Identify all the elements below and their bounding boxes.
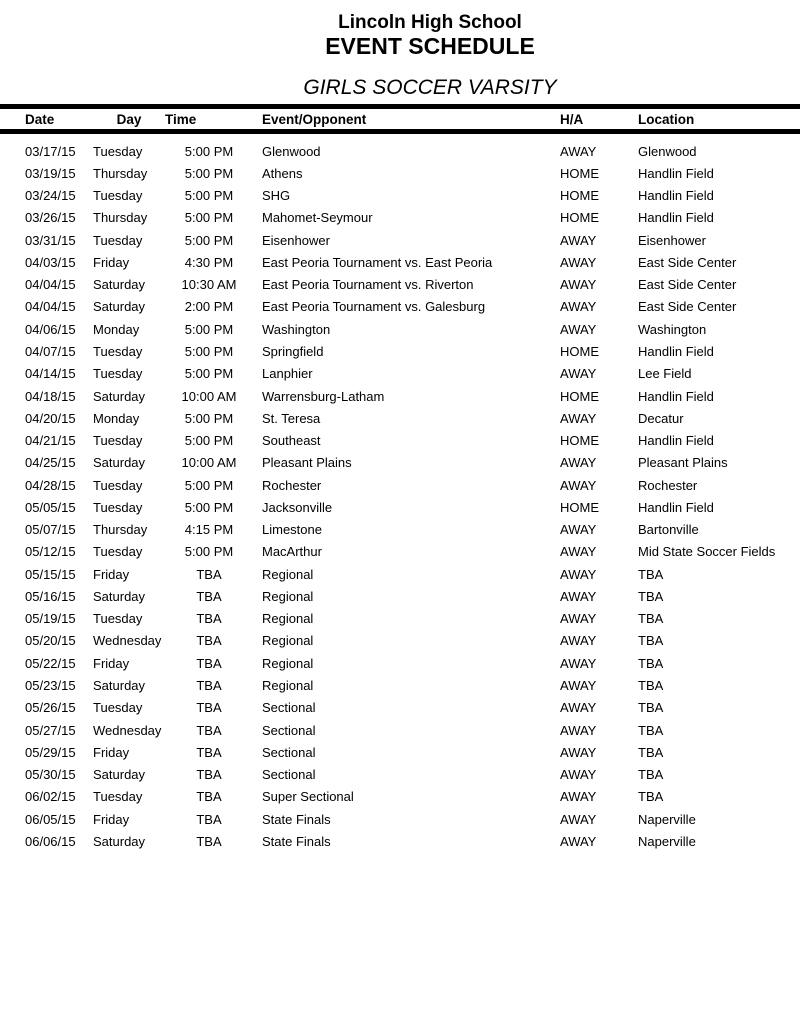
cell-event: Limestone	[262, 522, 322, 538]
schedule-table-body	[0, 140, 800, 853]
cell-time: TBA	[196, 833, 222, 849]
cell-ha: AWAY	[560, 232, 597, 248]
cell-event: Athens	[262, 165, 303, 181]
cell-day: Saturday	[93, 388, 146, 404]
table-row	[0, 140, 800, 162]
cell-location: Naperville	[638, 833, 696, 849]
cell-ha: AWAY	[560, 633, 597, 649]
table-row	[0, 652, 800, 674]
cell-event: Regional	[262, 566, 314, 582]
cell-event: East Peoria Tournament vs. Galesburg	[262, 299, 486, 315]
cell-date: 05/12/15	[25, 544, 76, 560]
table-row	[0, 185, 800, 207]
table-row	[0, 385, 800, 407]
column-header-event-opponent: Event/Opponent	[262, 111, 367, 127]
cell-time: 10:00 AM	[181, 388, 237, 404]
column-header-location: Location	[638, 111, 695, 127]
cell-time: 5:00 PM	[184, 143, 234, 159]
cell-time: 5:00 PM	[184, 321, 234, 337]
cell-event: East Peoria Tournament vs. Riverton	[262, 277, 474, 293]
cell-event: Sectional	[262, 767, 316, 783]
cell-day: Friday	[93, 655, 130, 671]
cell-event: Washington	[262, 321, 331, 337]
column-header-day: Day	[116, 111, 142, 127]
cell-date: 05/20/15	[25, 633, 76, 649]
cell-day: Tuesday	[93, 499, 143, 515]
cell-day: Thursday	[93, 165, 148, 181]
cell-time: 5:00 PM	[184, 344, 234, 360]
cell-event: Super Sectional	[262, 789, 354, 805]
table-row	[0, 229, 800, 251]
cell-date: 05/30/15	[25, 767, 76, 783]
table-row	[0, 519, 800, 541]
cell-ha: AWAY	[560, 588, 597, 604]
cell-event: Rochester	[262, 477, 322, 493]
cell-time: 4:15 PM	[184, 522, 234, 538]
cell-event: Sectional	[262, 700, 316, 716]
page-title: EVENT SCHEDULE	[325, 33, 535, 59]
cell-time: 5:00 PM	[184, 544, 234, 560]
cell-ha: AWAY	[560, 410, 597, 426]
table-row	[0, 630, 800, 652]
cell-ha: AWAY	[560, 299, 597, 315]
cell-date: 06/02/15	[25, 789, 76, 805]
cell-time: 5:00 PM	[184, 165, 234, 181]
cell-location: TBA	[638, 700, 664, 716]
cell-day: Tuesday	[93, 366, 143, 382]
cell-event: Eisenhower	[262, 232, 330, 248]
table-row	[0, 474, 800, 496]
cell-day: Tuesday	[93, 188, 143, 204]
cell-time: 10:30 AM	[181, 277, 237, 293]
cell-day: Tuesday	[93, 789, 143, 805]
header-rule-bottom	[0, 129, 800, 134]
cell-event: Glenwood	[262, 143, 321, 159]
cell-date: 05/26/15	[25, 700, 76, 716]
cell-location: Handlin Field	[638, 165, 714, 181]
cell-time: 10:00 AM	[181, 455, 237, 471]
cell-time: TBA	[196, 566, 222, 582]
cell-ha: AWAY	[560, 655, 597, 671]
cell-location: Decatur	[638, 410, 684, 426]
cell-date: 04/07/15	[25, 344, 76, 360]
cell-location: East Side Center	[638, 277, 737, 293]
cell-location: Pleasant Plains	[638, 455, 728, 471]
cell-event: Lanphier	[262, 366, 313, 382]
cell-location: Handlin Field	[638, 499, 714, 515]
cell-event: Regional	[262, 633, 314, 649]
cell-day: Saturday	[93, 277, 146, 293]
cell-date: 05/22/15	[25, 655, 76, 671]
cell-date: 05/29/15	[25, 744, 76, 760]
cell-time: 5:00 PM	[184, 477, 234, 493]
cell-date: 03/24/15	[25, 188, 76, 204]
cell-event: Southeast	[262, 433, 321, 449]
table-row	[0, 563, 800, 585]
cell-day: Saturday	[93, 767, 146, 783]
cell-time: TBA	[196, 744, 222, 760]
cell-time: 5:00 PM	[184, 232, 234, 248]
cell-event: Warrensburg-Latham	[262, 388, 385, 404]
table-row	[0, 452, 800, 474]
cell-day: Monday	[93, 410, 140, 426]
cell-location: TBA	[638, 767, 664, 783]
cell-date: 03/17/15	[25, 143, 76, 159]
cell-location: TBA	[638, 678, 664, 693]
cell-day: Friday	[93, 811, 130, 827]
cell-ha: AWAY	[560, 611, 597, 627]
cell-date: 05/27/15	[25, 722, 76, 738]
cell-date: 04/06/15	[25, 321, 76, 337]
cell-ha: AWAY	[560, 767, 597, 783]
cell-date: 06/06/15	[25, 833, 76, 849]
cell-date: 04/25/15	[25, 455, 76, 471]
cell-location: Washington	[638, 321, 707, 337]
cell-date: 04/03/15	[25, 254, 76, 270]
cell-date: 05/05/15	[25, 499, 76, 515]
table-row	[0, 340, 800, 362]
cell-location: TBA	[638, 655, 664, 671]
cell-day: Thursday	[93, 210, 148, 226]
cell-location: TBA	[638, 789, 664, 805]
cell-ha: AWAY	[560, 455, 597, 471]
cell-day: Tuesday	[93, 477, 143, 493]
cell-date: 04/14/15	[25, 366, 76, 382]
table-row	[0, 608, 800, 630]
table-row	[0, 808, 800, 830]
table-row	[0, 363, 800, 385]
cell-date: 05/23/15	[25, 678, 76, 693]
cell-date: 06/05/15	[25, 811, 76, 827]
cell-location: Mid State Soccer Fields	[638, 544, 776, 560]
cell-location: Bartonville	[638, 522, 699, 538]
cell-date: 05/07/15	[25, 522, 76, 538]
cell-day: Friday	[93, 254, 130, 270]
cell-event: State Finals	[262, 811, 331, 827]
cell-date: 05/16/15	[25, 588, 76, 604]
cell-event: MacArthur	[262, 544, 322, 560]
cell-ha: HOME	[560, 165, 599, 181]
cell-location: Handlin Field	[638, 210, 714, 226]
table-row	[0, 830, 800, 852]
cell-date: 04/04/15	[25, 299, 76, 315]
cell-day: Friday	[93, 566, 130, 582]
cell-event: Sectional	[262, 722, 316, 738]
cell-location: Rochester	[638, 477, 698, 493]
cell-ha: AWAY	[560, 143, 597, 159]
table-row	[0, 274, 800, 296]
cell-ha: AWAY	[560, 254, 597, 270]
cell-time: TBA	[196, 678, 222, 693]
table-row	[0, 541, 800, 563]
team-subtitle: GIRLS SOCCER VARSITY	[303, 76, 557, 99]
cell-event: Regional	[262, 678, 314, 693]
cell-event: Pleasant Plains	[262, 455, 352, 471]
cell-day: Tuesday	[93, 344, 143, 360]
cell-day: Saturday	[93, 833, 146, 849]
table-row	[0, 296, 800, 318]
cell-ha: AWAY	[560, 789, 597, 805]
title-block	[0, 11, 800, 100]
cell-day: Tuesday	[93, 232, 143, 248]
cell-day: Tuesday	[93, 544, 143, 560]
table-row	[0, 763, 800, 785]
cell-event: Springfield	[262, 344, 324, 360]
cell-event: Regional	[262, 588, 314, 604]
cell-ha: AWAY	[560, 522, 597, 538]
table-row	[0, 496, 800, 518]
cell-event: SHG	[262, 188, 291, 204]
cell-date: 03/31/15	[25, 232, 76, 248]
cell-ha: AWAY	[560, 544, 597, 560]
cell-event: Sectional	[262, 744, 316, 760]
cell-time: 2:00 PM	[184, 299, 234, 315]
cell-time: 5:00 PM	[184, 499, 234, 515]
cell-ha: AWAY	[560, 566, 597, 582]
table-row	[0, 207, 800, 229]
cell-event: State Finals	[262, 833, 331, 849]
cell-location: Eisenhower	[638, 232, 706, 248]
cell-ha: AWAY	[560, 366, 597, 382]
cell-location: Handlin Field	[638, 388, 714, 404]
cell-time: TBA	[196, 811, 222, 827]
cell-time: 5:00 PM	[184, 210, 234, 226]
cell-ha: HOME	[560, 344, 599, 360]
cell-time: 5:00 PM	[184, 188, 234, 204]
cell-location: TBA	[638, 588, 664, 604]
cell-ha: AWAY	[560, 477, 597, 493]
cell-day: Wednesday	[93, 633, 162, 649]
cell-day: Saturday	[93, 678, 146, 693]
column-header-time: Time	[165, 111, 197, 127]
cell-event: East Peoria Tournament vs. East Peoria	[262, 254, 493, 270]
cell-day: Saturday	[93, 299, 146, 315]
cell-ha: HOME	[560, 388, 599, 404]
cell-ha: HOME	[560, 210, 599, 226]
cell-day: Wednesday	[93, 722, 162, 738]
cell-location: TBA	[638, 566, 664, 582]
cell-date: 05/15/15	[25, 566, 76, 582]
cell-location: TBA	[638, 744, 664, 760]
cell-time: 5:00 PM	[184, 433, 234, 449]
cell-location: Glenwood	[638, 143, 697, 159]
cell-date: 05/19/15	[25, 611, 76, 627]
cell-location: East Side Center	[638, 254, 737, 270]
cell-location: Handlin Field	[638, 344, 714, 360]
cell-day: Tuesday	[93, 143, 143, 159]
cell-date: 04/20/15	[25, 410, 76, 426]
table-row	[0, 674, 800, 696]
cell-day: Saturday	[93, 588, 146, 604]
cell-ha: AWAY	[560, 833, 597, 849]
cell-date: 03/19/15	[25, 165, 76, 181]
cell-time: TBA	[196, 789, 222, 805]
cell-time: 5:00 PM	[184, 366, 234, 382]
cell-ha: HOME	[560, 188, 599, 204]
cell-date: 04/18/15	[25, 388, 76, 404]
cell-day: Tuesday	[93, 700, 143, 716]
cell-ha: AWAY	[560, 811, 597, 827]
cell-ha: AWAY	[560, 700, 597, 716]
cell-location: TBA	[638, 611, 664, 627]
cell-ha: AWAY	[560, 722, 597, 738]
cell-day: Friday	[93, 744, 130, 760]
table-row	[0, 719, 800, 741]
cell-location: Naperville	[638, 811, 696, 827]
cell-day: Tuesday	[93, 433, 143, 449]
table-row	[0, 585, 800, 607]
cell-location: Lee Field	[638, 366, 692, 382]
cell-time: 4:30 PM	[184, 254, 234, 270]
table-row	[0, 429, 800, 451]
cell-ha: AWAY	[560, 321, 597, 337]
cell-ha: AWAY	[560, 277, 597, 293]
column-header-home-away: H/A	[560, 111, 584, 127]
cell-location: TBA	[638, 722, 664, 738]
cell-day: Thursday	[93, 522, 148, 538]
table-row	[0, 251, 800, 273]
cell-time: TBA	[196, 700, 222, 716]
cell-time: TBA	[196, 767, 222, 783]
cell-location: East Side Center	[638, 299, 737, 315]
cell-date: 04/21/15	[25, 433, 76, 449]
cell-event: St. Teresa	[262, 410, 321, 426]
cell-date: 03/26/15	[25, 210, 76, 226]
cell-event: Mahomet-Seymour	[262, 210, 373, 226]
cell-time: TBA	[196, 633, 222, 649]
cell-day: Tuesday	[93, 611, 143, 627]
table-row	[0, 741, 800, 763]
cell-day: Monday	[93, 321, 140, 337]
cell-day: Saturday	[93, 455, 146, 471]
column-header-date: Date	[25, 111, 55, 127]
cell-location: Handlin Field	[638, 433, 714, 449]
cell-ha: AWAY	[560, 744, 597, 760]
cell-ha: HOME	[560, 499, 599, 515]
cell-time: TBA	[196, 722, 222, 738]
cell-event: Regional	[262, 611, 314, 627]
school-name: Lincoln High School	[338, 12, 522, 33]
table-header-row	[0, 109, 800, 129]
cell-time: TBA	[196, 588, 222, 604]
cell-ha: AWAY	[560, 678, 597, 693]
cell-time: 5:00 PM	[184, 410, 234, 426]
table-row	[0, 318, 800, 340]
cell-event: Jacksonville	[262, 499, 333, 515]
cell-ha: HOME	[560, 433, 599, 449]
table-row	[0, 162, 800, 184]
table-row	[0, 786, 800, 808]
cell-time: TBA	[196, 655, 222, 671]
cell-event: Regional	[262, 655, 314, 671]
cell-date: 04/28/15	[25, 477, 76, 493]
table-row	[0, 697, 800, 719]
table-row	[0, 407, 800, 429]
cell-time: TBA	[196, 611, 222, 627]
cell-location: Handlin Field	[638, 188, 714, 204]
cell-date: 04/04/15	[25, 277, 76, 293]
cell-location: TBA	[638, 633, 664, 649]
